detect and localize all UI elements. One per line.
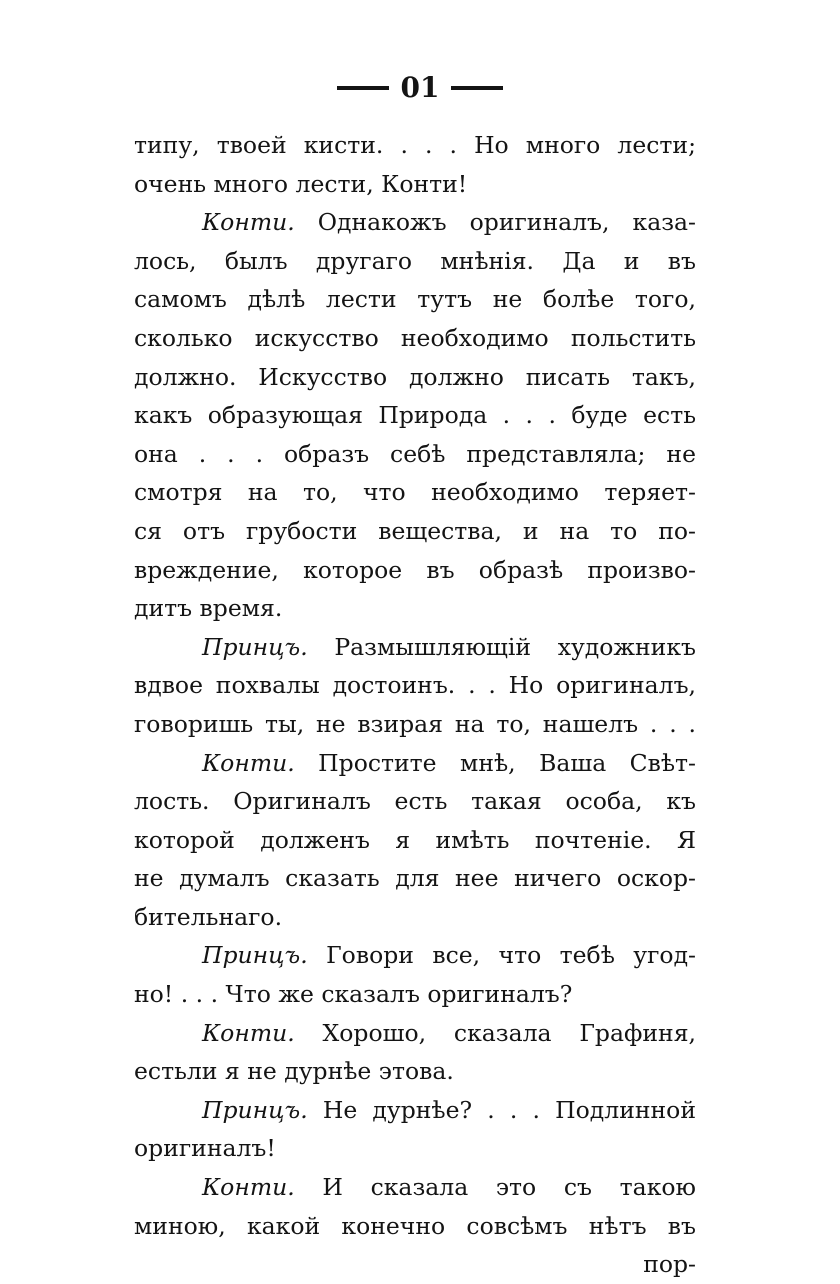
line-text: говоришь ты, не взирая на то, нашелъ . . . — [134, 709, 696, 738]
text-line — [134, 782, 696, 821]
speaker-line — [134, 628, 696, 667]
header-rule-right — [451, 86, 503, 90]
text-line — [134, 705, 696, 744]
speaker-name: Принцъ. — [202, 1095, 308, 1124]
line-text: вдвое похвалы достоинъ. . . Но оригиналъ, — [134, 671, 696, 700]
line-text: но! . . . Что же сказалъ оригиналъ? — [134, 980, 573, 1009]
line-text: лость. Оригиналъ есть такая особа, къ — [134, 787, 696, 816]
speaker-line — [134, 744, 696, 783]
speaker-name: Конти. — [202, 208, 295, 237]
text-line — [134, 666, 696, 705]
line-text: сколько искусство необходимо польстить — [134, 323, 696, 352]
text-line — [134, 551, 696, 590]
text-line — [134, 859, 696, 898]
text-line — [134, 435, 696, 474]
line-text: Не дурнѣе? . . . Подлинной — [322, 1095, 696, 1124]
text-line — [134, 396, 696, 435]
line-text: ся отъ грубости вещества, и на то по- — [134, 516, 696, 545]
line-text: Говори все, что тебѣ угод- — [326, 941, 696, 970]
line-text: дитъ время. — [134, 594, 283, 623]
speaker-line — [134, 1168, 696, 1207]
line-text: И сказала это съ такою — [322, 1173, 696, 1202]
speaker-name: Конти. — [202, 1173, 295, 1202]
text-line — [134, 512, 696, 551]
page-header — [0, 68, 840, 108]
line-text: вреждение, которое въ образѣ произво- — [134, 555, 696, 584]
line-text: которой долженъ я имѣть почтеніе. Я — [134, 825, 696, 854]
line-text: Однакожъ оригиналъ, каза- — [317, 208, 696, 237]
line-text: смотря на то, что необходимо теряет- — [134, 478, 696, 507]
text-line — [134, 242, 696, 281]
speaker-line — [134, 1014, 696, 1053]
header-rule-left — [337, 86, 389, 90]
line-text: Простите мнѣ, Ваша Свѣт- — [318, 748, 696, 777]
text-line — [134, 473, 696, 512]
text-line — [134, 319, 696, 358]
text-line — [134, 1207, 696, 1246]
line-text: самомъ дѣлѣ лести тутъ не болѣе того, — [134, 285, 696, 314]
text-line — [134, 165, 696, 204]
speaker-line — [134, 203, 696, 242]
catchword-text: пор- — [643, 1250, 696, 1279]
text-line — [134, 975, 696, 1014]
line-text: Размышляющій художникъ — [334, 632, 696, 661]
page-number: 01 — [400, 71, 440, 104]
line-text: какъ образующая Природа . . . буде есть — [134, 401, 696, 430]
text-line — [134, 1129, 696, 1168]
speaker-name: Конти. — [202, 748, 295, 777]
speaker-line — [134, 936, 696, 975]
page-body — [134, 126, 696, 1284]
line-text: типу, твоей кисти. . . . Но много лести; — [134, 131, 696, 159]
line-text: очень много лести, Конти! — [134, 169, 468, 198]
text-line — [134, 821, 696, 860]
line-text: естьли я не дурнѣе этова. — [134, 1057, 454, 1086]
line-text: лось, былъ другаго мнѣнія. Да и въ — [134, 246, 696, 275]
text-line — [134, 358, 696, 397]
line-text: должно. Искусство должно писать такъ, — [134, 362, 696, 391]
line-text: миною, какой конечно совсѣмъ нѣтъ въ — [134, 1211, 696, 1240]
speaker-name: Конти. — [202, 1018, 295, 1047]
speaker-name: Принцъ. — [202, 941, 308, 970]
line-text: она . . . образъ себѣ представляла; не — [134, 439, 696, 468]
text-line — [134, 1052, 696, 1091]
speaker-line — [134, 1091, 696, 1130]
line-text: Хорошо, сказала Графиня, — [322, 1018, 696, 1047]
speaker-name: Принцъ. — [202, 632, 308, 661]
catchword — [134, 1245, 696, 1284]
text-line — [134, 589, 696, 628]
text-line — [134, 898, 696, 937]
text-line — [134, 126, 696, 165]
line-text: бительнаго. — [134, 902, 283, 931]
line-text: не думалъ сказать для нее ничего оскор- — [134, 864, 696, 893]
text-line — [134, 280, 696, 319]
line-text: оригиналъ! — [134, 1134, 276, 1163]
